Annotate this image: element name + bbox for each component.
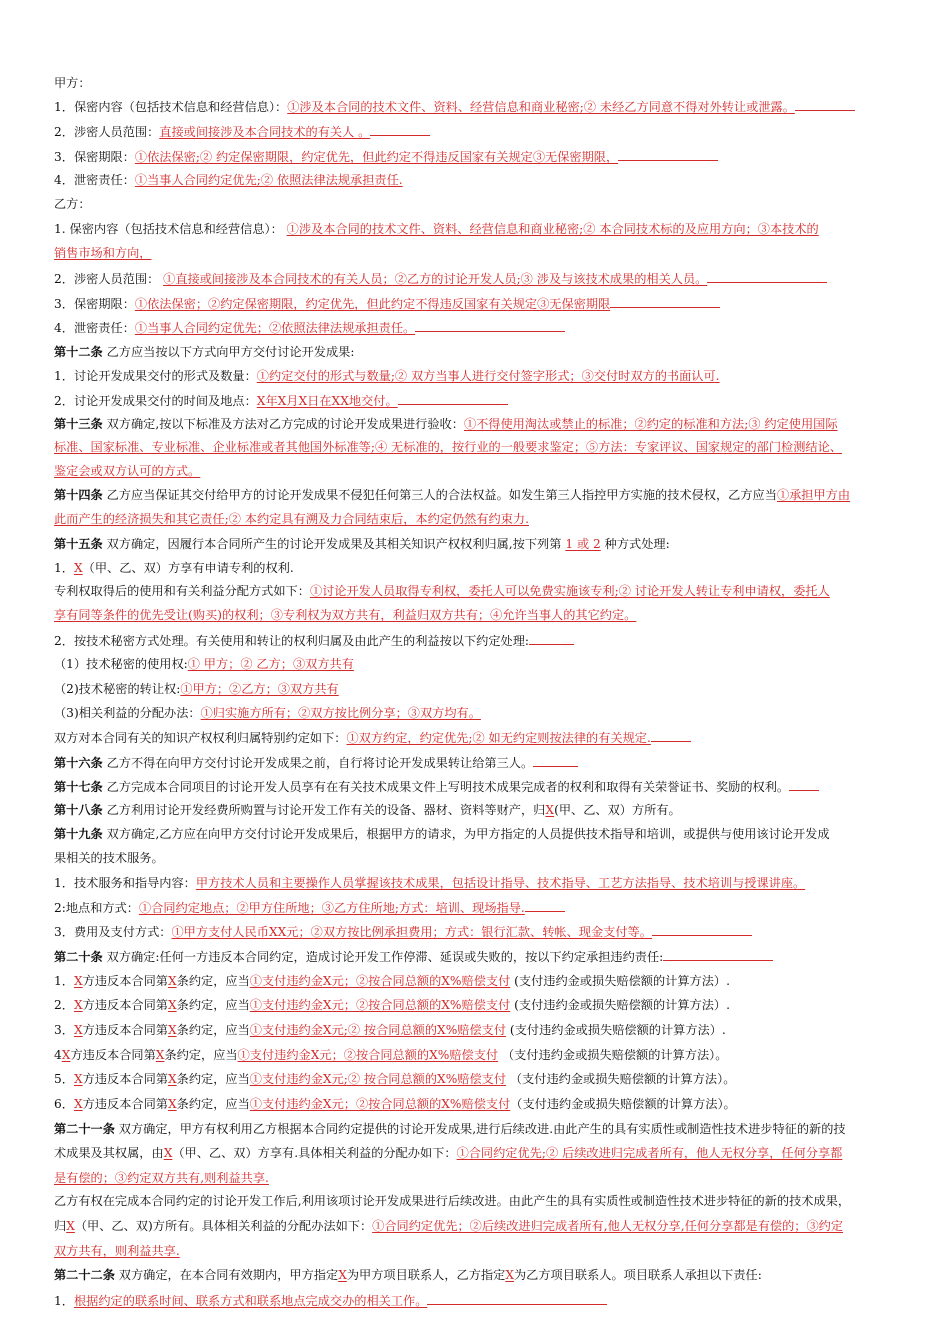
document-line [54, 678, 339, 700]
clause-text: （支付违约金或损失赔偿额的计算方法）。 [506, 1072, 736, 1086]
filled-clause-text: ①甲方支付人民币XX元；②双方按比例承担费用；方式：银行汇款、转帐、现金支付等。 [171, 925, 652, 939]
filled-clause-text: ①当事人合同约定优先；②依照法律法规承担责任。 [134, 321, 416, 335]
clause-text: 条约定，应当 [176, 998, 250, 1012]
filled-clause-text: 销售市场和方向， [54, 246, 152, 260]
clause-text: 2．涉密人员范围： [54, 125, 160, 139]
filled-clause-text: 双方共有，则利益共享. [54, 1244, 180, 1258]
clause-text: 乙方不得在向甲方交付讨论开发成果之前，自行将讨论开发成果转让给第三人。 [102, 756, 534, 770]
clause-text: 条约定，应当 [176, 974, 250, 988]
filled-clause-text: X [167, 1023, 177, 1037]
filled-clause-text: X [167, 1097, 177, 1111]
document-line [54, 365, 720, 387]
clause-text: （3)相关利益的分配办法： [54, 706, 201, 720]
document-line [54, 218, 819, 240]
clause-text: 双方确定，因履行本合同所产生的讨论开发成果及其相关知识产权权利归属,按下列第 [102, 537, 566, 551]
document-line [54, 1142, 842, 1164]
document-line [54, 1190, 850, 1212]
document-line [54, 945, 773, 967]
filled-clause-text: ①支付违约金X元；②按合同总额的X%赔偿支付 [249, 974, 511, 988]
document-line [54, 775, 819, 797]
underline-blank [398, 389, 508, 405]
filled-clause-text: ①涉及本合同的技术文件、资料、经营信息和商业秘密;② 未经乙方同意不得对外转让或泄露。 [287, 100, 795, 114]
document-line [54, 1240, 180, 1262]
document-line [54, 533, 670, 555]
clause-text: 乙方完成本合同项目的讨论开发人员享有在有关技术成果文件上写明技术成果完成者的权利和取得有关荣誉证书、奖励的权利。 [102, 780, 790, 794]
clause-text: 4．泄密责任： [54, 321, 135, 335]
document-line [54, 799, 681, 821]
document-line [54, 145, 718, 167]
filled-clause-text: X [73, 561, 83, 575]
document-line [54, 508, 529, 530]
clause-text: (支付违约金或损失赔偿额的计算方法）. [506, 1023, 726, 1037]
clause-text: 2．讨论开发成果交付的时间及地点： [54, 394, 257, 408]
document-line [54, 193, 91, 215]
clause-text: （甲、乙、双）方享有申请专利的权利. [82, 561, 294, 575]
clause-text: （甲、乙、双）方享有.具体相关利益的分配办如下： [172, 1146, 457, 1160]
clause-text: 1．保密内容（包括技术信息和经营信息）： [54, 100, 288, 114]
document-line [54, 580, 830, 602]
clause-text: 方违反本合同第 [82, 1097, 168, 1111]
clause-text: 乙方应当保证其交付给甲方的讨论开发成果不侵犯任何第三人的合法权益。如发生第三人指控甲方实施的技术侵权，乙方应当 [102, 488, 777, 502]
clause-text: （1）技术秘密的使用权: [54, 657, 188, 671]
clause-text: 乙方应当按以下方式向甲方交付讨论开发成果: [102, 345, 355, 359]
filled-clause-text: ①依法保密;② 约定保密期限，约定优先，但此约定不得违反国家有关规定③无保密期限， [134, 150, 619, 164]
clause-text: 方违反本合同第 [82, 1072, 168, 1086]
document-line [54, 653, 354, 675]
filled-clause-text: X [73, 1072, 83, 1086]
underline-blank [707, 267, 827, 283]
document-line [54, 267, 827, 289]
document-line [54, 726, 691, 748]
document-line [54, 120, 430, 142]
document-line [54, 896, 565, 918]
clause-text: 2:地点和方式： [54, 901, 139, 915]
filled-clause-text: ①直接或间接涉及本合同技术的有关人员；②乙方的讨论开发人员;③ 涉及与该技术成果的相关人员。 [163, 272, 708, 286]
article-heading: 第十四条 [54, 488, 103, 502]
clause-text: （2)技术秘密的转让权: [54, 682, 181, 696]
document-line [54, 242, 152, 264]
clause-text: （甲、乙、双)方所有。具体相关利益的分配办法如下： [74, 1219, 373, 1233]
underline-blank [652, 920, 752, 936]
filled-clause-text: 是有偿的；③约定双方共有,则利益共享. [54, 1171, 269, 1185]
underline-blank [789, 775, 819, 791]
filled-clause-text: ①支付违约金X元；②按合同总额的X%赔偿支付 [237, 1048, 499, 1062]
document-line [54, 920, 752, 942]
clause-text: 1． [54, 1294, 74, 1308]
clause-text: (甲、乙、双）方所有。 [554, 803, 681, 817]
underline-blank [415, 316, 565, 332]
filled-clause-text: ①归实施方所有；②双方按比例分享；③双方均有。 [200, 706, 481, 720]
underline-blank [525, 896, 565, 912]
underline-blank [610, 292, 720, 308]
document-line [54, 847, 164, 869]
clause-text: 3． [54, 1023, 74, 1037]
filled-clause-text: ①双方约定，约定优先;② 如无约定则按法律的有关规定. [346, 731, 651, 745]
document-line [54, 1289, 607, 1311]
document-line [54, 436, 842, 458]
filled-clause-text: ①当事人合同约定优先;② 依照法律法规承担责任. [134, 173, 403, 187]
underline-blank [663, 945, 773, 961]
document-line [54, 95, 855, 117]
filled-clause-text: ①支付违约金X元;② 按合同总额的X%赔偿支付 [249, 1072, 507, 1086]
article-heading: 第十二条 [54, 345, 103, 359]
clause-text: (支付违约金或损失赔偿额的计算方法）. [510, 998, 730, 1012]
document-line [54, 823, 830, 845]
underline-blank [427, 1289, 607, 1305]
clause-text: 双方确定，甲方有权利用乙方根据本合同约定提供的讨论开发成果,进行后续改进.由此产生的具有实质性或制造性技术进步特征的新的技 [114, 1122, 846, 1136]
filled-clause-text: 1 或 2 [565, 537, 601, 551]
filled-clause-text: X [61, 1048, 71, 1062]
clause-text: 条约定，应当 [164, 1048, 238, 1062]
filled-clause-text: X [338, 1268, 347, 1282]
document-line [54, 1215, 843, 1237]
filled-clause-text: X [73, 974, 83, 988]
document-line [54, 169, 403, 191]
article-heading: 第十九条 [54, 827, 103, 841]
document-line [54, 341, 354, 363]
document-line [54, 1118, 846, 1140]
filled-clause-text: ①合同约定优先;② 后续改进归完成者所有，他人无权分享，任何分享都 [456, 1146, 843, 1160]
filled-clause-text: X [163, 1146, 173, 1160]
document-line [54, 413, 838, 435]
document-line [54, 1167, 269, 1189]
clause-text: 3．保密期限： [54, 297, 135, 311]
article-heading: 第十八条 [54, 803, 103, 817]
clause-text: 乙方： [54, 197, 91, 211]
underline-blank [370, 120, 430, 136]
clause-text: 2． [54, 998, 74, 1012]
clause-text: 1． [54, 974, 74, 988]
clause-text: 乙方利用讨论开发经费所购置与讨论开发工作有关的设备、器材、资料等财产，归 [102, 803, 546, 817]
document-line [54, 1019, 726, 1041]
document-line [54, 484, 850, 506]
filled-clause-text: 直接或间接涉及本合同技术的有关人 。 [159, 125, 371, 139]
clause-text: 专利权取得后的使用和有关利益分配方式如下： [54, 584, 310, 598]
clause-text: 条约定，应当 [176, 1097, 250, 1111]
document-line [54, 994, 730, 1016]
clause-text: 条约定，应当 [176, 1023, 250, 1037]
article-heading: 第十六条 [54, 756, 103, 770]
clause-text: (支付违约金或损失赔偿额的计算方法）. [510, 974, 730, 988]
clause-text: 种方式处理: [600, 537, 670, 551]
filled-clause-text: 享有同等条件的优先受让(购买)的权利；③专利权为双方共有，利益归双方共有；④允许当事人的其它约定。 [54, 608, 637, 622]
document-line [54, 970, 730, 992]
underline-blank [533, 751, 578, 767]
filled-clause-text: X [167, 1072, 177, 1086]
filled-clause-text: ①涉及本合同的技术文件、资料、经营信息和商业秘密;② 本合同技术标的及应用方向；③本技术的 [286, 222, 819, 236]
underline-blank [529, 629, 574, 645]
document-line [54, 557, 294, 579]
clause-text: 为甲方项目联系人，乙方指定 [346, 1268, 506, 1282]
filled-clause-text: ①合同约定地点；②甲方住所地；③乙方住所地;方式：培训、现场指导. [139, 901, 525, 915]
clause-text: 双方确定:任何一方违反本合同约定，造成讨论开发工作停滞、延误或失败的，按以下约定承担违约责任: [102, 950, 664, 964]
article-heading: 第二十条 [54, 950, 103, 964]
clause-text: （支付违约金或损失赔偿额的计算方法）。 [498, 1048, 728, 1062]
clause-text: 1．讨论开发成果交付的形式及数量： [54, 369, 257, 383]
underline-blank [618, 145, 718, 161]
document-line [54, 872, 805, 894]
filled-clause-text: ①承担甲方由 [776, 488, 851, 502]
document-line [54, 72, 91, 94]
filled-clause-text: ①合同约定优先；②后续改进归完成者所有,他人无权分享,任何分享都是有偿的；③约定 [372, 1219, 844, 1233]
clause-text: 3．费用及支付方式： [54, 925, 172, 939]
clause-text: 双方确定,乙方应在向甲方交付讨论开发成果后，根据甲方的请求，为甲方指定的人员提供技术指导和培训，或提供与使用该讨论开发成 [102, 827, 830, 841]
filled-clause-text: ①讨论开发人员取得专利权，委托人可以免费实施该专利;② 讨论开发人转让专利申请权，委托人 [309, 584, 830, 598]
clause-text: 2．涉密人员范围： [54, 272, 164, 286]
clause-text: 果相关的技术服务。 [54, 851, 164, 865]
article-heading: 第二十一条 [54, 1122, 115, 1136]
article-heading: 第十七条 [54, 780, 103, 794]
filled-clause-text: ①约定交付的形式与数量;② 双方当事人进行交付签字形式；③交付时双方的书面认可. [256, 369, 720, 383]
filled-clause-text: X [545, 803, 555, 817]
filled-clause-text: 此而产生的经济损失和其它责任;② 本约定具有溯及力合同结束后，本约定仍然有约束力. [54, 512, 529, 526]
filled-clause-text: X [167, 974, 177, 988]
filled-clause-text: 根据约定的联系时间、联系方式和联系地点完成交办的相关工作。 [73, 1294, 428, 1308]
clause-text: 乙方有权在完成本合同约定的讨论开发工作后,利用该项讨论开发成果进行后续改进。由此产生的具有实质性或制造性技术进步特征的新的技术成果， [54, 1194, 851, 1208]
clause-text: 方违反本合同第 [82, 974, 168, 988]
clause-text: 为乙方项目联系人。项目联系人承担以下责任: [514, 1268, 762, 1282]
filled-clause-text: X [66, 1219, 75, 1233]
filled-clause-text: 鉴定会或双方认可的方式。 [54, 464, 201, 478]
clause-text: 方违反本合同第 [82, 998, 168, 1012]
clause-text: 归 [54, 1219, 67, 1233]
document-line [54, 460, 200, 482]
clause-text: （支付违约金或损失赔偿额的计算方法）。 [510, 1097, 736, 1111]
document-line [54, 629, 574, 651]
filled-clause-text: ①支付违约金X元；②按合同总额的X%赔偿支付 [249, 1097, 511, 1111]
clause-text: 方违反本合同第 [70, 1048, 156, 1062]
filled-clause-text: X [73, 998, 83, 1012]
underline-blank [651, 726, 691, 742]
filled-clause-text: ①支付违约金X元;② 按合同总额的X%赔偿支付 [249, 1023, 507, 1037]
document-line [54, 292, 720, 314]
clause-text: 条约定，应当 [176, 1072, 250, 1086]
clause-text: 1. 保密内容（包括技术信息和经营信息）： [54, 222, 287, 236]
clause-text: 双方确定，在本合同有效期内，甲方指定 [114, 1268, 339, 1282]
document-line [54, 1044, 727, 1066]
filled-clause-text: X年X月X日在XX地交付。 [256, 394, 398, 408]
filled-clause-text: ①支付违约金X元；②按合同总额的X%赔偿支付 [249, 998, 511, 1012]
filled-clause-text: 甲方技术人员和主要操作人员掌握该技术成果，包括设计指导、技术指导、工艺方法指导、技术培训与授课讲座。 [195, 876, 806, 890]
article-heading: 第十五条 [54, 537, 103, 551]
filled-clause-text: X [73, 1097, 83, 1111]
article-heading: 第十三条 [54, 417, 103, 431]
article-heading: 第二十二条 [54, 1268, 115, 1282]
filled-clause-text: ①不得使用淘汰或禁止的标准；②约定的标准和方法;③ 约定使用国际 [463, 417, 838, 431]
clause-text: 双方对本合同有关的知识产权权利归属特别约定如下： [54, 731, 347, 745]
filled-clause-text: ①依法保密；②约定保密期限，约定优先，但此约定不得违反国家有关规定③无保密期限 [134, 297, 611, 311]
document-line [54, 751, 578, 773]
document-line [54, 604, 636, 626]
clause-text: 术成果及其权属，由 [54, 1146, 164, 1160]
filled-clause-text: X [167, 998, 177, 1012]
filled-clause-text: ① 甲方；② 乙方；③双方共有 [187, 657, 354, 671]
filled-clause-text: X [505, 1268, 514, 1282]
filled-clause-text: 标准、国家标准、专业标准、企业标准或者其他国外标准等;④ 无标准的，按行业的一般要求鉴定；⑤方法：专家评议、国家规定的部门检测结论、 [54, 440, 842, 454]
clause-text: 5． [54, 1072, 74, 1086]
filled-clause-text: ①甲方；②乙方；③双方共有 [180, 682, 339, 696]
clause-text: 方违反本合同第 [82, 1023, 168, 1037]
document-line [54, 702, 481, 724]
document-line [54, 389, 508, 411]
clause-text: 1． [54, 561, 74, 575]
filled-clause-text: X [73, 1023, 83, 1037]
clause-text: 甲方： [54, 76, 91, 90]
clause-text: 4 [54, 1048, 62, 1062]
underline-blank [795, 95, 855, 111]
document-line [54, 1093, 736, 1115]
clause-text: 1．技术服务和指导内容： [54, 876, 196, 890]
clause-text: 3．保密期限： [54, 150, 135, 164]
document-line [54, 316, 565, 338]
clause-text: 4．泄密责任： [54, 173, 135, 187]
clause-text: 双方确定,按以下标准及方法对乙方完成的讨论开发成果进行验收： [102, 417, 464, 431]
filled-clause-text: X [155, 1048, 165, 1062]
clause-text: 2．按技术秘密方式处理。有关使用和转让的权利归属及由此产生的利益按以下约定处理: [54, 634, 529, 648]
document-line [54, 1068, 735, 1090]
document-line [54, 1264, 762, 1286]
clause-text: 6． [54, 1097, 74, 1111]
